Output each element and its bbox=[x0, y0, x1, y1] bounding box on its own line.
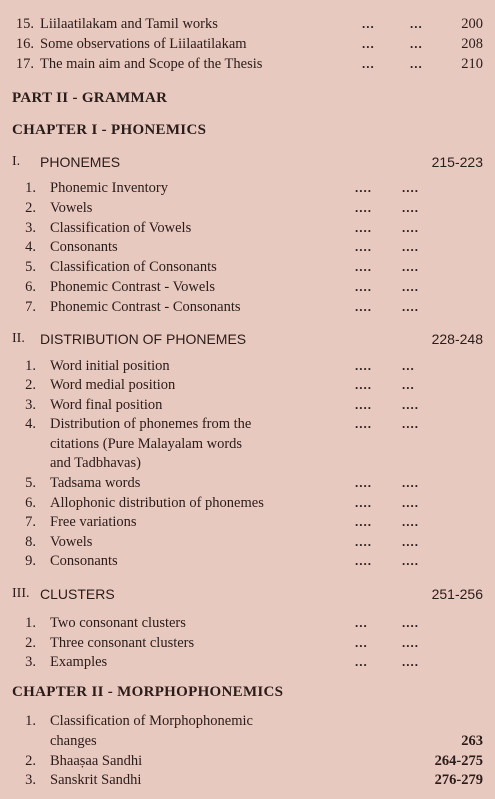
toc-entry bbox=[0, 178, 495, 198]
leader-dots: ... bbox=[355, 635, 368, 650]
section-pages: 228-248 bbox=[431, 331, 483, 347]
entry-title: Classification of Morphophonemic bbox=[50, 713, 253, 729]
entry-number: 17. bbox=[15, 56, 34, 72]
entry-title: Two consonant clusters bbox=[50, 615, 186, 631]
section-pages: 251-256 bbox=[431, 586, 483, 602]
leader-dots: .... bbox=[402, 514, 419, 529]
entry-number: 6. bbox=[25, 279, 36, 295]
entry-title: Sanskrit Sandhi bbox=[50, 772, 142, 788]
toc-entry bbox=[0, 512, 495, 532]
entry-title: and Tadbhavas) bbox=[50, 455, 141, 471]
leader-dots: .... bbox=[355, 397, 372, 412]
chapter-2-heading: CHAPTER II - MORPHOPHONEMICS bbox=[12, 684, 284, 700]
leader-dots: .... bbox=[402, 239, 419, 254]
toc-entry bbox=[0, 532, 495, 552]
entry-title: Vowels bbox=[50, 534, 93, 550]
leader-dots: .... bbox=[355, 200, 372, 215]
toc-entry bbox=[0, 257, 495, 277]
entry-number: 7. bbox=[25, 299, 36, 315]
leader-dots: ... bbox=[410, 16, 423, 31]
entry-title: Classification of Vowels bbox=[50, 220, 192, 236]
toc-entry bbox=[0, 277, 495, 297]
toc-entry bbox=[0, 473, 495, 493]
toc-entry bbox=[0, 493, 495, 513]
entry-number: 15. bbox=[15, 16, 34, 32]
entry-number: 1. bbox=[25, 713, 36, 729]
entry-title: Word medial position bbox=[50, 377, 176, 393]
toc-entry-15 bbox=[0, 14, 495, 34]
entry-page: 210 bbox=[461, 56, 483, 72]
leader-dots: .... bbox=[402, 279, 419, 294]
toc-entry bbox=[0, 711, 495, 731]
toc-entry bbox=[0, 395, 495, 415]
entry-number: 1. bbox=[25, 180, 36, 196]
toc-entry-continuation bbox=[0, 731, 495, 751]
toc-entry bbox=[0, 356, 495, 376]
entry-page: 208 bbox=[461, 36, 483, 52]
leader-dots: .... bbox=[355, 514, 372, 529]
leader-dots: .... bbox=[402, 654, 419, 669]
leader-dots: ... bbox=[402, 358, 415, 373]
leader-dots: ... bbox=[402, 377, 415, 392]
entry-title: Word initial position bbox=[50, 358, 170, 374]
leader-dots: ... bbox=[410, 56, 423, 71]
toc-entry bbox=[0, 297, 495, 317]
entry-title: Free variations bbox=[50, 514, 137, 530]
entry-number: 2. bbox=[25, 635, 36, 651]
leader-dots: ... bbox=[362, 36, 375, 51]
entry-number: 16. bbox=[15, 36, 34, 52]
entry-number: 1. bbox=[25, 358, 36, 374]
entry-number: 3. bbox=[25, 220, 36, 236]
toc-entry bbox=[0, 198, 495, 218]
leader-dots: .... bbox=[402, 299, 419, 314]
leader-dots: .... bbox=[355, 220, 372, 235]
leader-dots: .... bbox=[355, 239, 372, 254]
section-number: III. bbox=[12, 586, 30, 601]
section-title: CLUSTERS bbox=[40, 586, 115, 602]
entry-title: citations (Pure Malayalam words bbox=[50, 436, 243, 452]
entry-title: Consonants bbox=[50, 239, 118, 255]
entry-number: 2. bbox=[25, 753, 36, 769]
chapter-1-heading: CHAPTER I - PHONEMICS bbox=[12, 122, 207, 138]
entry-page: 263 bbox=[461, 733, 483, 749]
leader-dots: .... bbox=[355, 495, 372, 510]
leader-dots: .... bbox=[402, 180, 419, 195]
section-number: II. bbox=[12, 331, 25, 346]
entry-title: Classification of Consonants bbox=[50, 259, 217, 275]
leader-dots: .... bbox=[355, 553, 372, 568]
entry-title: Tadsama words bbox=[50, 475, 141, 491]
entry-number: 4. bbox=[25, 416, 36, 432]
leader-dots: ... bbox=[355, 615, 368, 630]
entry-title: changes bbox=[50, 733, 97, 749]
toc-entry-continuation bbox=[0, 434, 495, 454]
toc-entry bbox=[0, 237, 495, 257]
section-phonemes bbox=[12, 152, 483, 172]
entry-title: Phonemic Contrast - Vowels bbox=[50, 279, 216, 295]
entry-title: Liilaatilakam and Tamil works bbox=[40, 16, 218, 32]
entry-title: Phonemic Inventory bbox=[50, 180, 168, 196]
entry-number: 5. bbox=[25, 475, 36, 491]
leader-dots: .... bbox=[355, 259, 372, 274]
entry-page: 276-279 bbox=[434, 772, 483, 788]
toc-entry bbox=[0, 613, 495, 633]
toc-entry bbox=[0, 551, 495, 571]
entry-title: Three consonant clusters bbox=[50, 635, 195, 651]
toc-entry-continuation bbox=[0, 453, 495, 473]
section-number: I. bbox=[12, 154, 21, 169]
leader-dots: .... bbox=[355, 279, 372, 294]
leader-dots: .... bbox=[402, 495, 419, 510]
leader-dots: .... bbox=[402, 259, 419, 274]
leader-dots: .... bbox=[355, 416, 372, 431]
toc-entry bbox=[0, 770, 495, 790]
section-distribution bbox=[12, 329, 483, 349]
leader-dots: .... bbox=[402, 534, 419, 549]
toc-entry bbox=[0, 414, 495, 434]
leader-dots: .... bbox=[402, 615, 419, 630]
toc-entry bbox=[0, 633, 495, 653]
leader-dots: .... bbox=[402, 397, 419, 412]
entry-title: Distribution of phonemes from the bbox=[50, 416, 252, 432]
leader-dots: .... bbox=[355, 299, 372, 314]
leader-dots: .... bbox=[355, 377, 372, 392]
entry-number: 3. bbox=[25, 397, 36, 413]
entry-page: 264-275 bbox=[434, 753, 483, 769]
entry-number: 1. bbox=[25, 615, 36, 631]
section-title: PHONEMES bbox=[40, 154, 121, 170]
toc-entry-17 bbox=[0, 54, 495, 74]
leader-dots: ... bbox=[355, 654, 368, 669]
leader-dots: .... bbox=[355, 534, 372, 549]
leader-dots: .... bbox=[402, 200, 419, 215]
entry-title: Bhaaṣaa Sandhi bbox=[50, 753, 143, 769]
leader-dots: .... bbox=[402, 553, 419, 568]
leader-dots: ... bbox=[362, 56, 375, 71]
entry-number: 2. bbox=[25, 377, 36, 393]
entry-title: Consonants bbox=[50, 553, 118, 569]
section-title: DISTRIBUTION OF PHONEMES bbox=[40, 331, 247, 347]
part-heading: PART II - GRAMMAR bbox=[12, 90, 168, 106]
leader-dots: .... bbox=[402, 635, 419, 650]
entry-title: Allophonic distribution of phonemes bbox=[50, 495, 264, 511]
section-clusters bbox=[12, 584, 483, 604]
leader-dots: .... bbox=[402, 416, 419, 431]
leader-dots: ... bbox=[410, 36, 423, 51]
entry-number: 4. bbox=[25, 239, 36, 255]
leader-dots: .... bbox=[402, 220, 419, 235]
entry-title: Phonemic Contrast - Consonants bbox=[50, 299, 241, 315]
toc-entry bbox=[0, 751, 495, 771]
entry-title: Vowels bbox=[50, 200, 93, 216]
leader-dots: .... bbox=[402, 475, 419, 490]
entry-page: 200 bbox=[461, 16, 483, 32]
toc-entry-16 bbox=[0, 34, 495, 54]
toc-entry bbox=[0, 375, 495, 395]
entry-number: 5. bbox=[25, 259, 36, 275]
leader-dots: .... bbox=[355, 180, 372, 195]
toc-entry bbox=[0, 218, 495, 238]
entry-number: 2. bbox=[25, 200, 36, 216]
leader-dots: ... bbox=[362, 16, 375, 31]
entry-title: Some observations of Liilaatilakam bbox=[40, 36, 247, 52]
entry-number: 7. bbox=[25, 514, 36, 530]
toc-entry bbox=[0, 652, 495, 672]
entry-title: Word final position bbox=[50, 397, 163, 413]
entry-title: Examples bbox=[50, 654, 108, 670]
section-pages: 215-223 bbox=[431, 154, 483, 170]
entry-number: 9. bbox=[25, 553, 36, 569]
entry-number: 3. bbox=[25, 772, 36, 788]
leader-dots: .... bbox=[355, 475, 372, 490]
entry-number: 6. bbox=[25, 495, 36, 511]
entry-number: 3. bbox=[25, 654, 36, 670]
entry-title: The main aim and Scope of the Thesis bbox=[40, 56, 263, 72]
entry-number: 8. bbox=[25, 534, 36, 550]
leader-dots: .... bbox=[355, 358, 372, 373]
